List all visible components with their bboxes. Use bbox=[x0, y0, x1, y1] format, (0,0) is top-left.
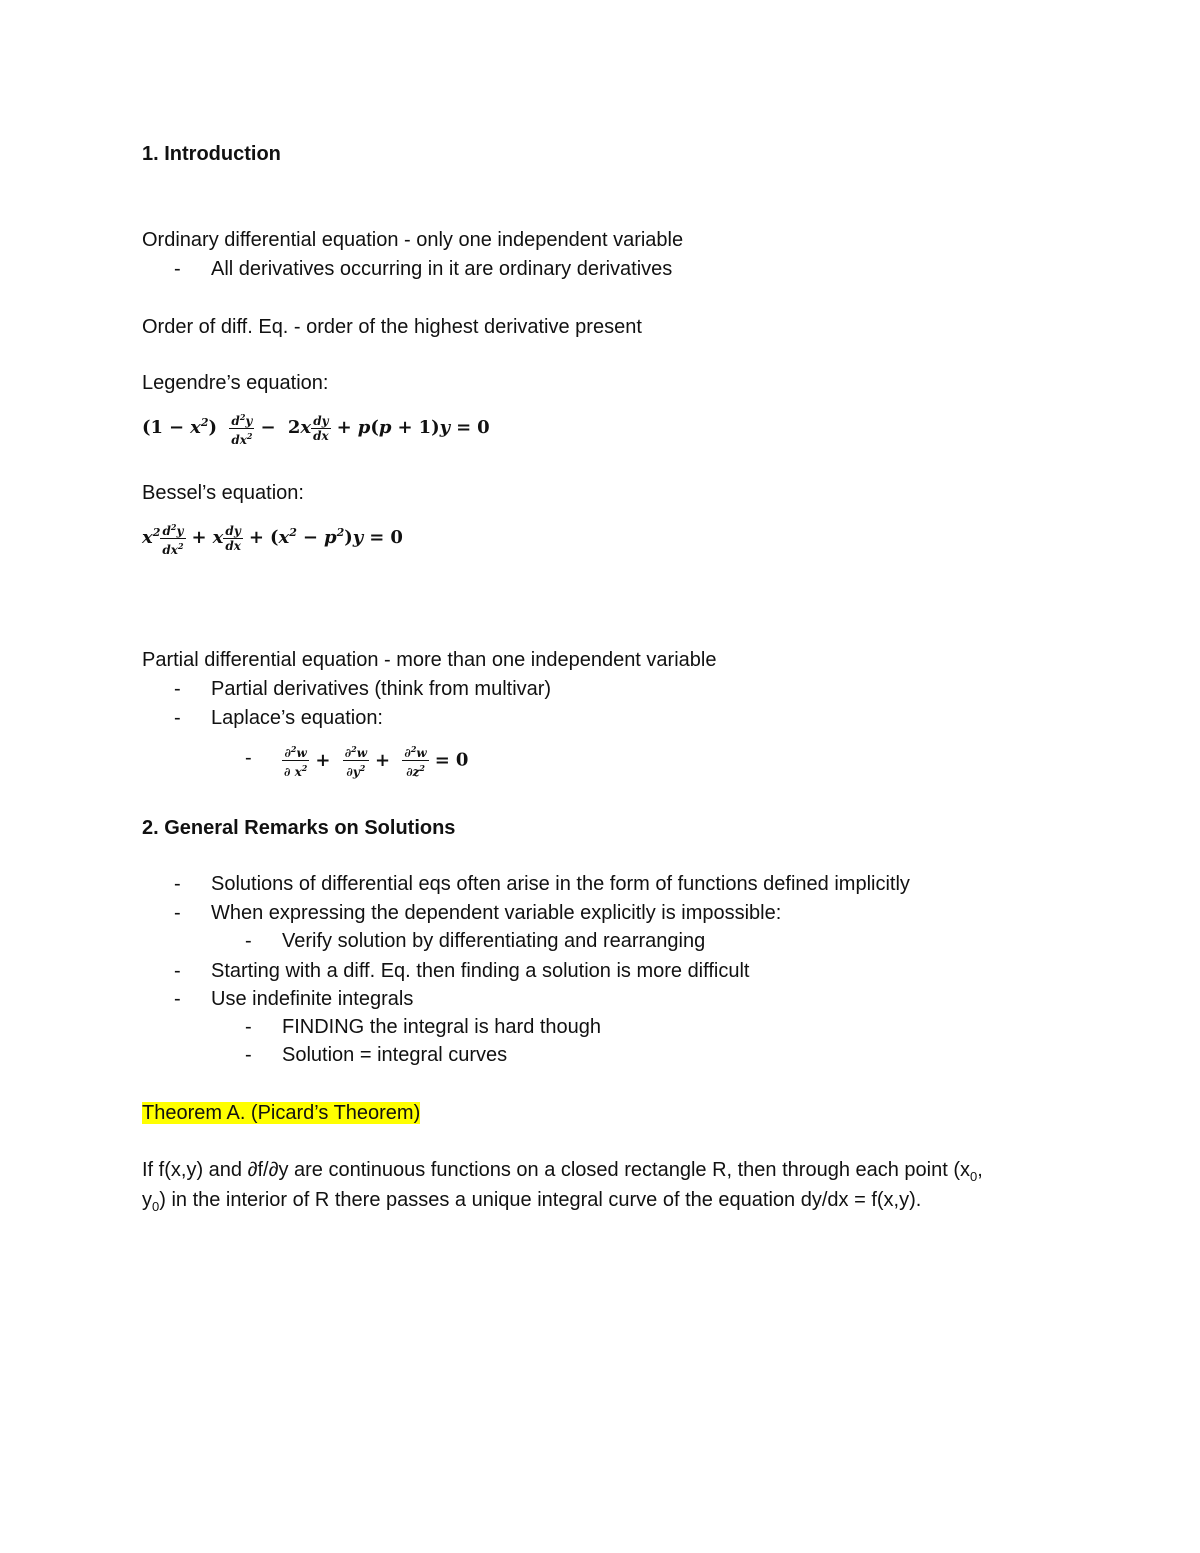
remark-bullet: Solutions of differential eqs often arise in the form of functions defined implicitly bbox=[211, 873, 910, 895]
bessel-label: Bessel’s equation: bbox=[142, 482, 304, 504]
remark-sub-bullet: Verify solution by differentiating and rearranging bbox=[282, 930, 706, 952]
bullet-marker: - bbox=[245, 747, 252, 769]
bullet-marker: - bbox=[174, 988, 181, 1010]
theorem-text: , bbox=[977, 1159, 983, 1181]
bullet-marker: - bbox=[174, 678, 181, 700]
remark-bullet: Starting with a diff. Eq. then finding a solution is more difficult bbox=[211, 960, 750, 982]
remark-bullet: Use indefinite integrals bbox=[211, 988, 414, 1010]
bullet-marker: - bbox=[245, 1016, 252, 1038]
legendre-label: Legendre’s equation: bbox=[142, 372, 329, 394]
bullet-marker: - bbox=[245, 930, 252, 952]
pde-definition: Partial differential equation - more than one independent variable bbox=[142, 649, 717, 671]
bullet-marker: - bbox=[174, 707, 181, 729]
pde-bullet-partial-derivatives: Partial derivatives (think from multivar) bbox=[211, 678, 552, 700]
remark-bullet: When expressing the dependent variable explicitly is impossible: bbox=[211, 902, 782, 924]
ode-definition: Ordinary differential equation - only one independent variable bbox=[142, 229, 684, 251]
bullet-marker: - bbox=[174, 902, 181, 924]
subscript: 0 bbox=[970, 1169, 978, 1184]
subscript: 0 bbox=[152, 1199, 160, 1214]
ode-bullet: All derivatives occurring in it are ordinary derivatives bbox=[211, 258, 673, 280]
legendre-equation: $(1 - x^2)$ $\frac{d^2y}{dx^2}$ − 2x $\frac{dy}{dx}$ + p(p + 1)y = 0 bbox=[142, 411, 490, 447]
section-heading-general-remarks: 2. General Remarks on Solutions bbox=[142, 817, 456, 839]
bullet-marker: - bbox=[174, 873, 181, 895]
theorem-title-highlight: Theorem A. (Picard’s Theorem) bbox=[142, 1102, 421, 1124]
bullet-marker: - bbox=[174, 258, 181, 280]
order-definition: Order of diff. Eq. - order of the highest derivative present bbox=[142, 316, 642, 338]
theorem-text-line1 bbox=[142, 1158, 983, 1189]
theorem-text: If f(x,y) and ∂f/∂y are continuous functions on a closed rectangle R, then through each point (x bbox=[142, 1159, 971, 1181]
bullet-marker: - bbox=[245, 1044, 252, 1066]
remark-sub-bullet: FINDING the integral is hard though bbox=[282, 1016, 602, 1038]
theorem-title bbox=[142, 1101, 420, 1125]
laplace-equation: $\frac{\partial^2w}{\partial x^2}$ + $\frac{\partial^2w}{\partial y^2}$ + $\frac{\partial^2w}{\partial z^2}$ = 0 bbox=[284, 744, 469, 779]
theorem-text-line2 bbox=[142, 1188, 921, 1219]
section-heading-introduction: 1. Introduction bbox=[142, 143, 281, 165]
theorem-text: y bbox=[142, 1189, 152, 1211]
remark-sub-bullet: Solution = integral curves bbox=[282, 1044, 508, 1066]
theorem-text: ) in the interior of R there passes a unique integral curve of the equation dy/dx = f(x,y). bbox=[159, 1189, 922, 1211]
bessel-equation: $x^2$ $\frac{d^2y}{dx^2}$ + x $\frac{dy}{dx}$ + $(x^2 - p^2)y = 0$ bbox=[142, 521, 403, 557]
bullet-marker: - bbox=[174, 960, 181, 982]
pde-bullet-laplace: Laplace’s equation: bbox=[211, 707, 383, 729]
